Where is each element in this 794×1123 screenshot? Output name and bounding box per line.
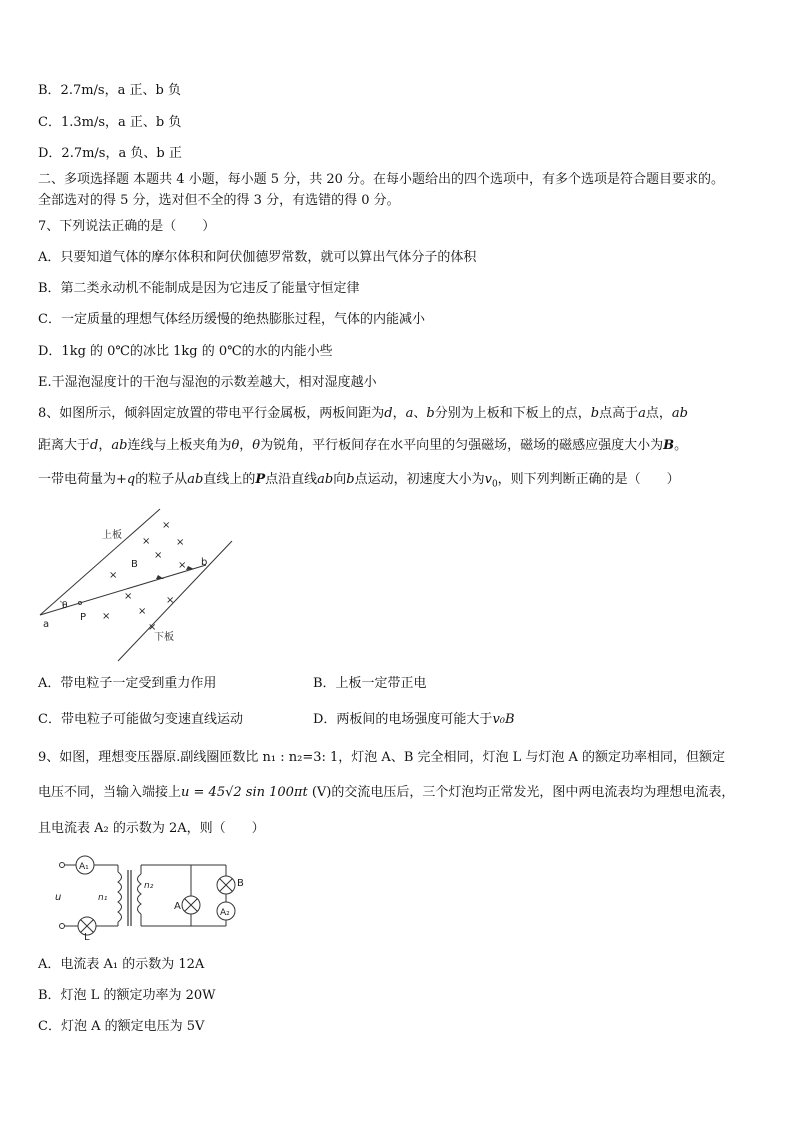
q9-stem-line-1: 9、如图，理想变压器原.副线圈匝数比 n₁ : n₂=3: 1，灯泡 A、B 完全相同，灯泡 L 与灯泡 A 的额定功率相同，但额定 [38, 750, 726, 765]
q7-stem: 7、下列说法正确的是（ ） [38, 219, 216, 234]
label-a: a [43, 619, 50, 630]
q7-option-c: C．一定质量的理想气体经历缓慢的绝热膨胀过程，气体的内能减小 [38, 312, 425, 327]
label-lower-plate: 下板 [154, 632, 174, 643]
label-n2: n₂ [144, 881, 154, 891]
cross-mark: × [154, 550, 163, 561]
direction-arrow [156, 575, 164, 579]
prev-option-b: B．2.7m/s，a 正、b 负 [38, 83, 181, 98]
q9-option-b: B．灯泡 L 的额定功率为 20W [38, 988, 216, 1003]
q9-stem-line-2: 电压不同，当输入端接上u = 45√2 sin 100πt (V)的交流电压后，三个灯泡均正常发光，图中两电流表均为理想电流表， [38, 785, 735, 800]
q8-parallel-plate-figure [36, 505, 246, 665]
q9-option-a: A．电流表 A₁ 的示数为 12A [38, 957, 205, 972]
cross-mark: × [124, 591, 133, 602]
q8-stem-line-1: 8、如图所示，倾斜固定放置的带电平行金属板，两板间距为d，a、b分别为上板和下板上的点，b点高于a点，ab [38, 406, 688, 421]
primary-coil [118, 872, 122, 922]
ammeter-a2-label: A₂ [220, 908, 230, 918]
prev-option-d: D．2.7m/s，a 负、b 正 [38, 146, 182, 161]
cross-mark: × [176, 537, 185, 548]
label-l: L [84, 932, 90, 940]
cross-mark: × [102, 611, 111, 622]
terminal [60, 863, 65, 868]
q9-stem-line-3: 且电流表 A₂ 的示数为 2A，则（ ） [38, 821, 265, 836]
cross-mark: × [148, 622, 157, 633]
label-b: B [237, 878, 244, 889]
q9-option-c: C．灯泡 A 的额定电压为 5V [38, 1019, 205, 1034]
upper-plate [40, 509, 163, 615]
label-b: b [201, 557, 208, 568]
label-B: B [131, 559, 138, 570]
cross-mark: × [142, 536, 151, 547]
ammeter-a1-label: A₁ [79, 862, 89, 872]
cross-mark: × [162, 520, 171, 531]
label-u: u [55, 892, 62, 903]
section-heading-line-2: 全部选对的得 5 分，选对但不全的得 3 分，有选错的得 0 分。 [38, 193, 400, 208]
q9-formula: u = 45√2 sin 100πt [181, 785, 308, 800]
cross-mark: × [138, 606, 147, 617]
q7-option-d: D．1kg 的 0℃的冰比 1kg 的 0℃的水的内能小些 [38, 344, 333, 359]
q8-option-d: D．两板间的电场强度可能大于v₀B [313, 712, 515, 727]
cross-mark: × [109, 570, 118, 581]
q8-option-a: A．带电粒子一定受到重力作用 [38, 676, 217, 691]
q8-stem-line-3: 一带电荷量为+q的粒子从ab直线上的P点沿直线ab向b点运动，初速度大小为$v_0$，则下列判断正确的是（ ） [38, 472, 680, 490]
q8-option-c: C．带电粒子可能做匀变速直线运动 [38, 712, 243, 727]
cross-mark: × [178, 560, 187, 571]
q9-transformer-circuit [50, 852, 260, 940]
label-upper-plate: 上板 [102, 530, 122, 541]
prev-option-c: C．1.3m/s，a 正、b 负 [38, 115, 182, 130]
label-n1: n₁ [98, 893, 108, 903]
secondary-coil [138, 874, 142, 914]
q7-option-b: B．第二类永动机不能制成是因为它违反了能量守恒定律 [38, 281, 360, 296]
label-a: A [174, 901, 181, 912]
cross-mark: × [166, 595, 175, 606]
label-theta: θ [62, 601, 68, 611]
q7-option-e: E.干湿泡湿度计的干泡与湿泡的示数差越大，相对湿度越小 [38, 375, 377, 390]
label-p: P [80, 612, 87, 623]
q8-stem-line-2: 距离大于d，ab连线与上板夹角为θ，θ为锐角，平行板间存在水平向里的匀强磁场，磁场的磁感应强度大小为B。 [38, 438, 688, 453]
q7-option-a: A．只要知道气体的摩尔体积和阿伏伽德罗常数，就可以算出气体分子的体积 [38, 250, 477, 265]
terminal [60, 924, 65, 929]
section-heading-line-1: 二、多项选择题 本题共 4 小题，每小题 5 分，共 20 分。在每小题给出的四个选项中，有多个选项是符合题目要求的。 [38, 172, 725, 187]
q8-option-b: B．上板一定带正电 [313, 676, 427, 691]
